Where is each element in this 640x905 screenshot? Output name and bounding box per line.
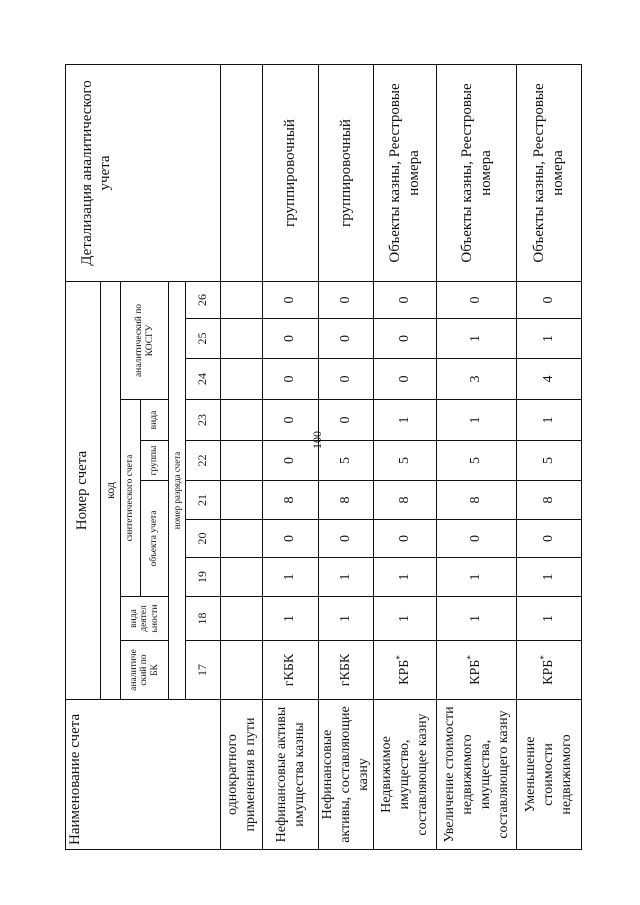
digit-25-cell: 1	[517, 319, 582, 359]
analytic-bk-cell	[221, 641, 263, 700]
analytic-bk-code: КРБ	[396, 659, 412, 685]
digit-23-header: 23	[186, 400, 221, 441]
digit-20-cell: 0	[437, 520, 517, 558]
account-name-cell: однократного применения в пути	[221, 700, 263, 850]
digit-22-header: 22	[186, 441, 221, 481]
digit-26-cell: 0	[437, 281, 517, 318]
digit-23-cell: 0	[319, 400, 374, 441]
digit-20-cell: 0	[263, 520, 319, 558]
digit-20-header: 20	[186, 520, 221, 558]
kosgu-header: аналитический по КОСГУ	[121, 281, 169, 399]
detail-cell: группировочный	[263, 64, 319, 281]
digit-24-cell: 0	[374, 359, 437, 400]
account-number-header: Номер счета	[66, 281, 101, 699]
digit-25-cell	[221, 319, 263, 359]
digit-20-cell	[221, 520, 263, 558]
digit-24-header: 24	[186, 359, 221, 400]
account-name-cell: Нефинансовые активы, составляющие казну	[319, 700, 374, 850]
footnote-mark: *	[538, 655, 549, 660]
digit-19-cell	[221, 558, 263, 597]
digit-25-cell: 0	[374, 319, 437, 359]
digit-18-cell	[221, 597, 263, 641]
digit-22-cell: 5	[374, 441, 437, 481]
table-row	[437, 64, 517, 849]
digit-19-cell: 1	[517, 558, 582, 597]
digit-20-cell: 0	[517, 520, 582, 558]
digit-22-cell	[221, 441, 263, 481]
digit-26-cell	[221, 281, 263, 318]
detail-cell: Объекты казны, Реестровые номера	[374, 64, 437, 281]
digit-24-cell	[221, 359, 263, 400]
digit-21-cell: 8	[319, 481, 374, 520]
table-row	[517, 64, 582, 849]
digit-26-cell: 0	[319, 281, 374, 318]
account-name-cell: Увеличение стоимости недвижимого имущества, составляющего казну	[437, 700, 517, 850]
page-number: 100	[310, 431, 324, 449]
header-row	[66, 64, 101, 849]
code-header: код	[101, 281, 121, 699]
digit-23-cell	[221, 400, 263, 441]
digit-18-header: 18	[186, 597, 221, 641]
digit-26-cell: 0	[263, 281, 319, 318]
group-header: группы	[141, 441, 169, 481]
digit-21-cell: 8	[437, 481, 517, 520]
detail-cell: группировочный	[319, 64, 374, 281]
digit-21-header: 21	[186, 481, 221, 520]
digit-25-cell: 0	[319, 319, 374, 359]
digit-18-cell: 1	[319, 597, 374, 641]
footnote-mark: *	[394, 655, 405, 660]
digit-19-cell: 1	[437, 558, 517, 597]
digit-19-cell: 1	[319, 558, 374, 597]
detail-cell: Объекты казны, Реестровые номера	[517, 64, 582, 281]
table-row	[374, 64, 437, 849]
digit-25-cell: 0	[263, 319, 319, 359]
digit-23-cell: 1	[437, 400, 517, 441]
activity-type-header: вида деятел ьности	[121, 597, 169, 641]
table-row	[319, 64, 374, 849]
digit-21-cell: 8	[263, 481, 319, 520]
kind-header: вида	[141, 400, 169, 441]
analytic-bk-cell	[437, 641, 517, 700]
digit-20-cell: 0	[319, 520, 374, 558]
digit-26-cell: 0	[374, 281, 437, 318]
digit-18-cell: 1	[437, 597, 517, 641]
digit-24-cell: 0	[319, 359, 374, 400]
digit-19-cell: 1	[374, 558, 437, 597]
object-header: объекта учета	[141, 481, 169, 597]
analytic-bk-code: гКБК	[282, 653, 298, 687]
analytic-bk-header: аналитиче ский по БК	[121, 641, 169, 700]
digit-20-cell: 0	[374, 520, 437, 558]
digit-26-cell: 0	[517, 281, 582, 318]
digit-23-cell: 1	[517, 400, 582, 441]
accounts-table-rotated	[65, 65, 580, 850]
digit-25-header: 25	[186, 319, 221, 359]
analytic-bk-cell	[517, 641, 582, 700]
digit-19-cell: 1	[263, 558, 319, 597]
digit-22-cell: 0	[263, 441, 319, 481]
digit-17-header: 17	[186, 641, 221, 700]
digit-18-cell: 1	[517, 597, 582, 641]
table-row	[221, 64, 263, 849]
digit-24-cell: 3	[437, 359, 517, 400]
footnote-mark: *	[465, 655, 476, 660]
table-row	[263, 64, 319, 849]
digit-21-cell: 8	[374, 481, 437, 520]
digit-22-cell: 5	[319, 441, 374, 481]
digit-24-cell: 0	[263, 359, 319, 400]
analytic-bk-cell	[263, 641, 319, 700]
digit-18-cell: 1	[374, 597, 437, 641]
digit-26-header: 26	[186, 281, 221, 318]
analytic-bk-code: гКБК	[337, 653, 353, 687]
detail-cell	[221, 64, 263, 281]
digit-23-cell: 1	[374, 400, 437, 441]
digit-22-cell: 5	[437, 441, 517, 481]
digit-22-cell: 5	[517, 441, 582, 481]
digit-25-cell: 1	[437, 319, 517, 359]
digit-21-cell: 8	[517, 481, 582, 520]
accounts-table	[65, 64, 582, 850]
account-name-cell: Уменьшение стоимости недвижимого	[517, 700, 582, 850]
analytic-bk-code: КРБ	[468, 659, 484, 685]
analytic-bk-cell	[319, 641, 374, 700]
digit-18-cell: 1	[263, 597, 319, 641]
detail-header: Детализация аналитического учета	[66, 64, 221, 281]
digit-21-cell	[221, 481, 263, 520]
digit-19-header: 19	[186, 558, 221, 597]
account-name-header: Наименование счета	[66, 700, 221, 850]
synthetic-account-header: синтетического счета	[121, 400, 141, 597]
digit-24-cell: 4	[517, 359, 582, 400]
analytic-bk-cell	[374, 641, 437, 700]
digit-23-cell: 0	[263, 400, 319, 441]
account-name-cell: Недвижимое имущество, составляющее казну	[374, 700, 437, 850]
account-name-cell: Нефинансовые активы имущества казны	[263, 700, 319, 850]
analytic-bk-code: КРБ	[540, 659, 556, 685]
detail-cell: Объекты казны, Реестровые номера	[437, 64, 517, 281]
digit-number-header: номер разряда счета	[169, 281, 186, 699]
